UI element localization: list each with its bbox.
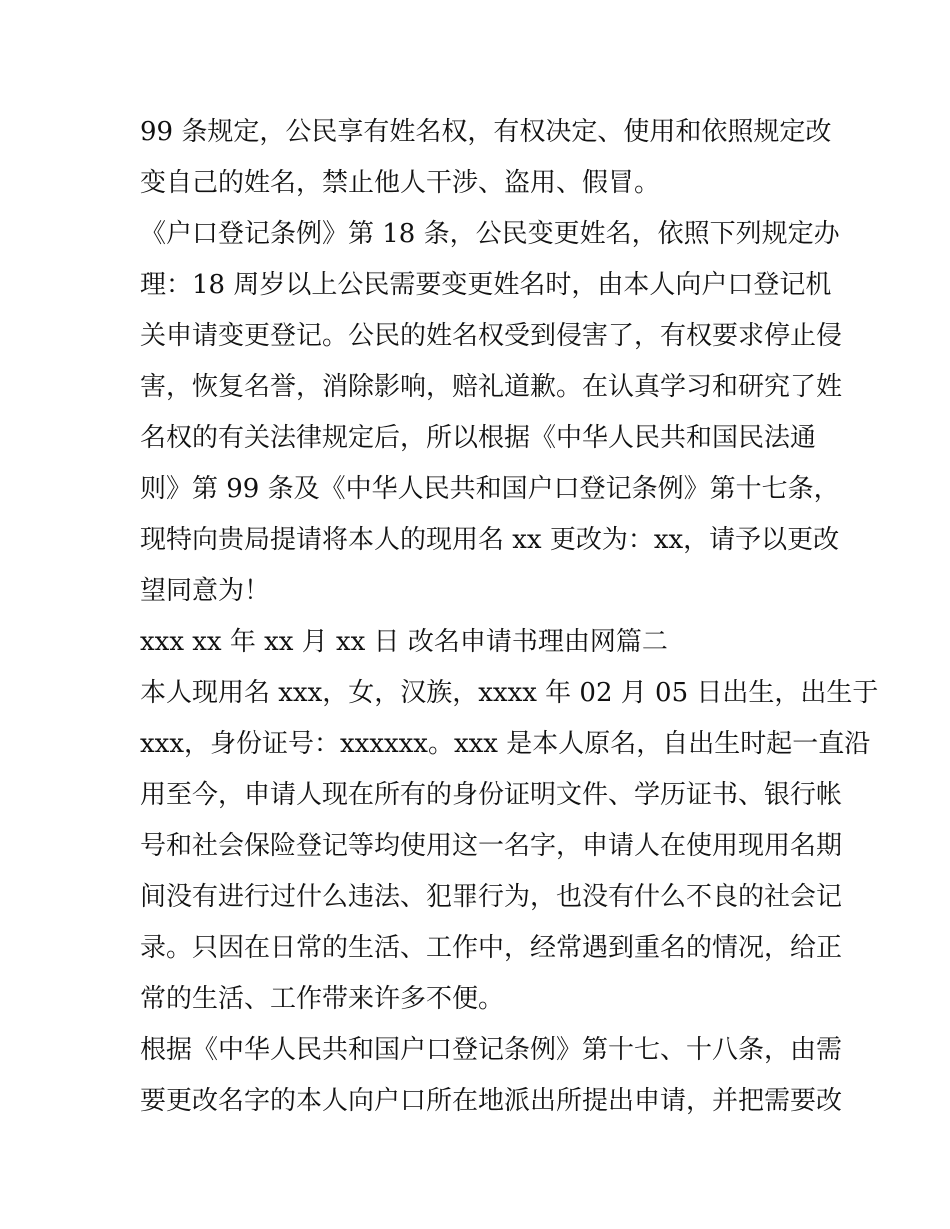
text-line: 号和社会保险登记等均使用这一名字，申请人在使用现用名期 — [140, 831, 843, 861]
text-line: 名权的有关法律规定后，所以根据《中华人民共和国民法通 — [140, 423, 817, 453]
text-line: 现特向贵局提请将本人的现用名 xx 更改为：xx，请予以更改 — [140, 525, 840, 555]
text-line: 《户口登记条例》第 18 条，公民变更姓名，依照下列规定办 — [140, 219, 840, 249]
text-line: 变自己的姓名，禁止他人干涉、盗用、假冒。 — [140, 168, 661, 198]
text-line: 本人现用名 xxx，女，汉族，xxxx 年 02 月 05 日出生，出生于 — [140, 678, 879, 708]
text-line: 99 条规定，公民享有姓名权，有权决定、使用和依照规定改 — [140, 117, 832, 147]
text-line: xxx，身份证号：xxxxxx。xxx 是本人原名，自出生时起一直沿 — [140, 729, 871, 759]
text-line: 根据《中华人民共和国户口登记条例》第十七、十八条，由需 — [140, 1035, 843, 1065]
text-line: 理：18 周岁以上公民需要变更姓名时，由本人向户口登记机 — [140, 270, 832, 300]
text-line: 要更改名字的本人向户口所在地派出所提出申请，并把需要改 — [140, 1086, 843, 1116]
text-line: 用至今，申请人现在所有的身份证明文件、学历证书、银行帐 — [140, 780, 843, 810]
section-heading: xxx xx 年 xx 月 xx 日 改名申请书理由网篇二 — [140, 627, 668, 657]
text-line: 则》第 99 条及《中华人民共和国户口登记条例》第十七条， — [140, 474, 840, 504]
text-line: 关申请变更登记。公民的姓名权受到侵害了，有权要求停止侵 — [140, 321, 843, 351]
text-line: 望同意为！ — [140, 576, 271, 606]
text-line: 常的生活、工作带来许多不便。 — [140, 984, 505, 1014]
text-line: 间没有进行过什么违法、犯罪行为，也没有什么不良的社会记 — [140, 882, 843, 912]
document-body — [140, 107, 879, 1127]
text-line: 录。只因在日常的生活、工作中，经常遇到重名的情况，给正 — [140, 933, 843, 963]
text-line: 害，恢复名誉，消除影响，赔礼道歉。在认真学习和研究了姓 — [140, 372, 843, 402]
